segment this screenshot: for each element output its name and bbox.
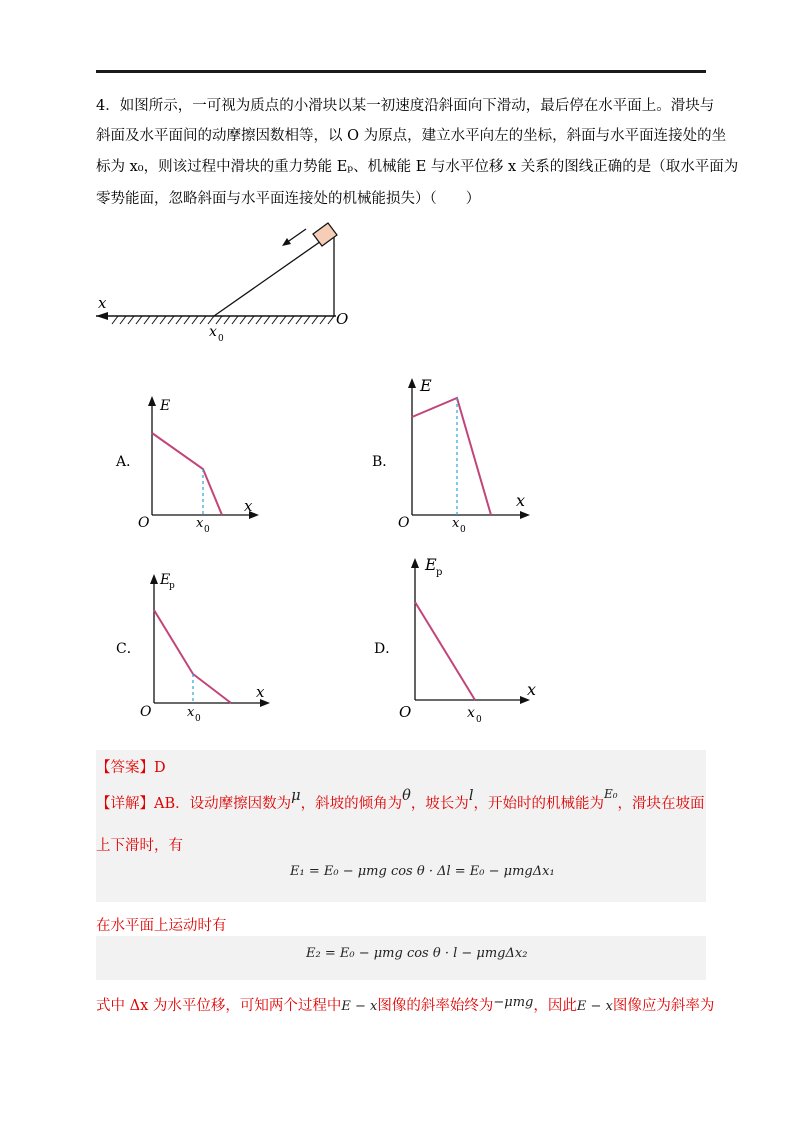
question-line-4: 零势能面，忽略斜面与水平面连接处的机械能损失）（ ） [96, 191, 481, 207]
detail-text-1b: ，斜坡的倾角为 [300, 796, 403, 812]
option-c-xlabel: x [256, 683, 265, 701]
l-symbol: l [468, 788, 474, 804]
theta-symbol: θ [402, 788, 411, 804]
option-c-letter: C． [116, 641, 141, 657]
option-b-x0: x [452, 516, 460, 531]
option-d-curve [415, 602, 475, 700]
option-b-ylabel: E [420, 376, 432, 395]
option-c-origin: O [140, 704, 152, 720]
option-a-xlabel: x [244, 497, 253, 515]
option-b-x0-sub: 0 [460, 525, 466, 535]
option-a-x0-sub: 0 [204, 525, 210, 535]
detail-text-1a: 【详解】AB．设动摩擦因数为 [96, 796, 292, 812]
option-d-x0: x [467, 705, 475, 721]
answer-label: 【答案】D [96, 760, 166, 776]
detail-line-2: 上下滑时，有 [96, 838, 183, 854]
option-a-ylabel: E [160, 398, 171, 414]
detail-text-4c: ，因此 [533, 998, 577, 1014]
option-b-curve [412, 398, 491, 515]
neg-mumg-symbol: −μmg [493, 995, 534, 1010]
option-b-letter: B． [372, 454, 397, 470]
e0-symbol: E₀ [603, 787, 618, 801]
detail-text-4b: 图像的斜率始终为 [377, 998, 494, 1014]
option-d-x0-sub: 0 [476, 715, 482, 725]
option-c-ylabel: E [160, 572, 171, 588]
detail-line-1 [96, 787, 705, 813]
option-a-origin: O [138, 515, 150, 531]
question-line-2: 斜面及水平面间的动摩擦因数相等，以 O 为原点，建立水平向左的坐标，斜面与水平面连接处的坐 [96, 128, 727, 144]
detail-line-4 [96, 994, 714, 1015]
option-a-graph [115, 396, 259, 535]
option-c-ysub: p [169, 581, 175, 591]
option-d-xlabel: x [527, 680, 537, 699]
option-a-letter: A． [116, 454, 141, 470]
option-c-x0-sub: 0 [195, 714, 201, 724]
e-x-symbol-1: E − x [341, 999, 378, 1014]
question-line-3: 标为 x₀，则该过程中滑块的重力势能 Eₚ、机械能 E 与水平位移 x 关系的图线正确的是（取水平面为 [96, 159, 739, 175]
option-d-ysub: p [436, 567, 443, 578]
option-b-origin: O [398, 515, 410, 531]
option-d-letter: D． [374, 641, 400, 657]
option-a-curve [152, 433, 222, 515]
detail-line-3: 在水平面上运动时有 [96, 918, 227, 934]
fig-x0-label: x [209, 324, 217, 340]
option-a-x0: x [196, 516, 204, 531]
fig-x-label: x [98, 294, 107, 312]
option-c-curve [154, 610, 231, 703]
option-b-graph [372, 376, 530, 535]
mu-symbol: μ [291, 788, 301, 804]
option-b-xlabel: x [516, 491, 526, 510]
fig-origin-label: O [336, 310, 349, 328]
e-x-symbol-2: E − x [576, 999, 613, 1014]
formula-1: E₁ = E₀ − μmg cos θ · Δl = E₀ − μmgΔx₁ [290, 864, 555, 879]
option-d-graph [374, 555, 536, 725]
fig-x0-sub: 0 [218, 334, 224, 344]
formula-2: E₂ = E₀ − μmg cos θ · l − μmgΔx₂ [306, 946, 528, 961]
answer-block [96, 750, 706, 902]
option-c-x0: x [187, 705, 195, 720]
detail-text-1d: ，开始时的机械能为 [473, 796, 604, 812]
question-line-1: 4．如图所示，一可视为质点的小滑块以某一初速度沿斜面向下滑动，最后停在水平面上。滑块与 [96, 98, 715, 114]
option-d-origin: O [399, 703, 412, 721]
detail-text-4d: 图像应为斜率为 [612, 998, 715, 1014]
option-c-graph [116, 572, 270, 724]
detail-text-4a: 式中 Δx 为水平位移，可知两个过程中 [96, 998, 342, 1014]
option-d-ylabel: E [425, 555, 437, 574]
detail-text-1e: ，滑块在坡面 [617, 796, 705, 812]
detail-text-1c: ，坡长为 [410, 796, 469, 812]
